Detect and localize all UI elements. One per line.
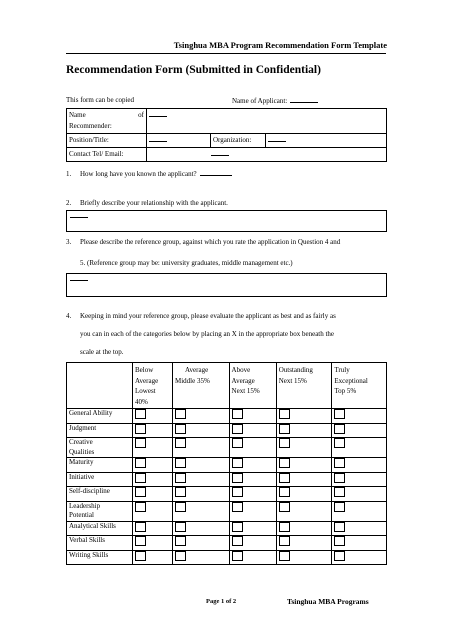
- rating-checkbox[interactable]: [279, 536, 290, 546]
- rating-cell: [173, 423, 230, 438]
- rating-column-label: Top 5%: [334, 387, 357, 395]
- rating-row: [67, 550, 387, 565]
- rating-row-label-line: Creative: [69, 438, 93, 446]
- rating-row: [67, 521, 387, 536]
- rating-cell: [133, 521, 173, 536]
- rating-column-header: [173, 363, 230, 409]
- question-2-answer-box[interactable]: [66, 210, 387, 232]
- rating-column-label: Next 15%: [231, 387, 260, 395]
- rating-checkbox[interactable]: [334, 536, 345, 546]
- rating-checkbox[interactable]: [175, 522, 186, 532]
- rating-checkbox[interactable]: [135, 458, 146, 468]
- rating-checkbox[interactable]: [135, 487, 146, 497]
- rating-cell: [229, 458, 276, 473]
- rating-checkbox[interactable]: [232, 409, 243, 419]
- question-4: [66, 308, 396, 360]
- rating-row: [67, 487, 387, 502]
- page-title: Recommendation Form (Submitted in Confidential): [66, 64, 321, 76]
- rating-row-label-line: General Ability: [69, 409, 113, 417]
- rating-checkbox[interactable]: [279, 438, 290, 448]
- rating-cell: [332, 501, 387, 521]
- rating-cell: [133, 536, 173, 551]
- question-text: Briefly describe your relationship with the applicant.: [80, 199, 228, 207]
- rating-cell: [173, 550, 230, 565]
- rating-cell: [173, 472, 230, 487]
- contact-input[interactable]: [147, 148, 387, 162]
- rating-checkbox[interactable]: [279, 522, 290, 532]
- rating-cell: [229, 521, 276, 536]
- rating-row-label-line: Writing Skills: [69, 550, 109, 559]
- rating-checkbox[interactable]: [175, 409, 186, 419]
- rating-checkbox[interactable]: [334, 409, 345, 419]
- question-2: [66, 195, 396, 211]
- rating-row-label-line: Verbal Skills: [69, 536, 105, 544]
- position-label: Position/Title:: [67, 134, 147, 148]
- copy-note: This form can be copied: [66, 96, 135, 104]
- question-3-answer-box[interactable]: [66, 273, 387, 297]
- rating-cell: [332, 409, 387, 424]
- rating-cell: [276, 487, 332, 502]
- rating-checkbox[interactable]: [279, 424, 290, 434]
- recommender-name-label-cell: [67, 109, 147, 134]
- rating-column-label: Truly: [334, 366, 350, 374]
- organization-label: Organization:: [211, 134, 266, 148]
- rating-row: [67, 458, 387, 473]
- rating-row-label: [67, 438, 133, 458]
- rating-cell: [276, 438, 332, 458]
- rating-column-label: Above: [231, 366, 251, 374]
- rating-checkbox[interactable]: [334, 438, 345, 448]
- position-input[interactable]: [147, 134, 211, 148]
- rating-checkbox[interactable]: [175, 458, 186, 468]
- question-3: [66, 234, 396, 271]
- rating-column-label: 40%: [135, 397, 148, 406]
- rating-row-label-line: Maturity: [69, 458, 94, 466]
- footer-org: Tsinghua MBA Programs: [287, 597, 369, 606]
- rating-cell: [229, 423, 276, 438]
- question-text: Keeping in mind your reference group, please evaluate the applicant as best and as fairly as: [80, 312, 336, 320]
- rating-checkbox[interactable]: [232, 502, 243, 512]
- rating-cell: [133, 438, 173, 458]
- recommender-name-blank[interactable]: [149, 110, 167, 117]
- applicant-name-field[interactable]: [232, 96, 318, 105]
- answer-line: [70, 217, 88, 218]
- rating-checkbox[interactable]: [175, 424, 186, 434]
- rating-cell: [133, 423, 173, 438]
- rating-checkbox[interactable]: [135, 424, 146, 434]
- rating-cell: [229, 487, 276, 502]
- rating-checkbox[interactable]: [232, 473, 243, 483]
- rating-cell: [276, 458, 332, 473]
- rating-cell: [173, 521, 230, 536]
- rating-column-label: Below: [135, 366, 154, 374]
- rating-row: [67, 536, 387, 551]
- question-1: [66, 166, 396, 182]
- rating-column-label: Average: [185, 366, 209, 374]
- rating-header-blank: [67, 363, 133, 409]
- question-text: Please describe the reference group, against which you rate the application in Question 4 and: [80, 238, 341, 246]
- rating-row-label: [67, 423, 133, 438]
- question-number: 2.: [66, 199, 72, 207]
- rating-cell: [332, 521, 387, 536]
- rating-checkbox[interactable]: [135, 522, 146, 532]
- rating-row-label: [67, 409, 133, 424]
- rating-checkbox[interactable]: [279, 502, 290, 512]
- question-text-continued: scale at the top.: [80, 348, 124, 356]
- rating-column-label: Average: [135, 376, 159, 385]
- applicant-name-label: Name of Applicant:: [232, 97, 288, 105]
- contact-blank[interactable]: [211, 149, 229, 156]
- rating-row: [67, 472, 387, 487]
- rating-cell: [276, 536, 332, 551]
- rating-checkbox[interactable]: [175, 502, 186, 512]
- rating-cell: [229, 550, 276, 565]
- rating-checkbox[interactable]: [279, 487, 290, 497]
- rating-checkbox[interactable]: [175, 536, 186, 546]
- rating-row-label: [67, 487, 133, 502]
- rating-row-label-line: Qualities: [69, 447, 95, 456]
- rating-row: [67, 423, 387, 438]
- question-text-continued: you can in each of the categories below by placing an X in the appropriate box beneath the: [80, 330, 335, 338]
- rating-cell: [332, 487, 387, 502]
- rating-checkbox[interactable]: [232, 487, 243, 497]
- rating-cell: [173, 409, 230, 424]
- rating-row: [67, 438, 387, 458]
- rating-row-label-line: Leadership: [69, 501, 101, 510]
- rating-cell: [332, 438, 387, 458]
- rating-checkbox[interactable]: [135, 551, 146, 561]
- question-number: 3.: [66, 238, 72, 246]
- rating-cell: [229, 409, 276, 424]
- organization-input[interactable]: [266, 134, 387, 148]
- contact-label: Contact Tel/ Email:: [67, 148, 147, 162]
- rating-row-label-line: Analytical Skills: [69, 521, 116, 530]
- rating-checkbox[interactable]: [334, 473, 345, 483]
- rating-column-header: [133, 363, 173, 409]
- rating-cell: [229, 536, 276, 551]
- rating-cell: [229, 501, 276, 521]
- question-text: How long have you known the applicant?: [80, 170, 197, 178]
- rating-cell: [133, 487, 173, 502]
- rating-checkbox[interactable]: [175, 438, 186, 448]
- rating-row: [67, 501, 387, 521]
- rating-cell: [276, 550, 332, 565]
- rating-column-label: Outstanding: [278, 366, 313, 374]
- applicant-name-blank[interactable]: [290, 96, 318, 103]
- rating-cell: [173, 438, 230, 458]
- of-label: of: [138, 111, 144, 119]
- rating-column-label: Middle 35%: [175, 376, 210, 385]
- rating-column-label: Exceptional: [334, 376, 368, 385]
- rating-row-label: [67, 472, 133, 487]
- rating-column-header: [229, 363, 276, 409]
- rating-checkbox[interactable]: [232, 551, 243, 561]
- rating-row-label-line: Initiative: [69, 472, 95, 481]
- recommender-label: Recommender:: [69, 122, 112, 130]
- question-number: 4.: [66, 312, 72, 320]
- rating-checkbox[interactable]: [135, 502, 146, 512]
- rating-row-label-line: Potential: [69, 511, 94, 519]
- rating-checkbox[interactable]: [135, 473, 146, 483]
- rating-cell: [332, 472, 387, 487]
- rating-checkbox[interactable]: [175, 473, 186, 483]
- rating-checkbox[interactable]: [232, 522, 243, 532]
- header-title: Tsinghua MBA Program Recommendation Form Template: [173, 40, 387, 50]
- rating-cell: [276, 472, 332, 487]
- rating-row-label: [67, 550, 133, 565]
- rating-cell: [332, 423, 387, 438]
- page-number: Page 1 of 2: [206, 598, 237, 605]
- recommender-name-input[interactable]: [147, 109, 387, 134]
- rating-cell: [133, 501, 173, 521]
- question-1-blank[interactable]: [200, 169, 232, 176]
- rating-column-header: [276, 363, 332, 409]
- rating-checkbox[interactable]: [232, 458, 243, 468]
- rating-checkbox[interactable]: [232, 536, 243, 546]
- rating-column-label: Lowest: [135, 387, 156, 395]
- rating-cell: [133, 472, 173, 487]
- organization-blank[interactable]: [268, 135, 286, 142]
- rating-cell: [332, 550, 387, 565]
- rating-row-label: [67, 458, 133, 473]
- rating-checkbox[interactable]: [175, 487, 186, 497]
- rating-row-label: [67, 501, 133, 521]
- rating-checkbox[interactable]: [334, 502, 345, 512]
- rating-cell: [133, 409, 173, 424]
- rating-cell: [173, 536, 230, 551]
- rating-row-label: [67, 536, 133, 551]
- rating-checkbox[interactable]: [175, 551, 186, 561]
- rating-checkbox[interactable]: [279, 473, 290, 483]
- rating-column-label: Next 15%: [278, 376, 307, 385]
- rating-checkbox[interactable]: [135, 438, 146, 448]
- rating-checkbox[interactable]: [334, 424, 345, 434]
- rating-cell: [229, 438, 276, 458]
- recommender-info-table: [66, 108, 387, 162]
- rating-checkbox[interactable]: [135, 409, 146, 419]
- rating-row-label-line: Self-discipline: [69, 487, 110, 495]
- rating-checkbox[interactable]: [232, 438, 243, 448]
- rating-cell: [276, 521, 332, 536]
- rating-checkbox[interactable]: [334, 551, 345, 561]
- rating-checkbox[interactable]: [334, 458, 345, 468]
- rating-cell: [276, 423, 332, 438]
- rating-cell: [133, 550, 173, 565]
- question-text-continued: 5. (Reference group may be: university graduates, middle management etc.): [80, 259, 293, 267]
- rating-checkbox[interactable]: [334, 487, 345, 497]
- rating-checkbox[interactable]: [334, 522, 345, 532]
- rating-cell: [332, 536, 387, 551]
- rating-cell: [173, 501, 230, 521]
- rating-checkbox[interactable]: [279, 409, 290, 419]
- rating-cell: [332, 458, 387, 473]
- rating-row-label: [67, 521, 133, 536]
- answer-line: [70, 280, 88, 281]
- rating-cell: [173, 458, 230, 473]
- rating-checkbox[interactable]: [279, 458, 290, 468]
- rating-row: [67, 409, 387, 424]
- rating-cell: [229, 472, 276, 487]
- rating-cell: [276, 409, 332, 424]
- rating-column-header: [332, 363, 387, 409]
- rating-column-label: Average: [231, 376, 255, 385]
- rating-checkbox[interactable]: [232, 424, 243, 434]
- rating-row-label-line: Judgment: [69, 423, 97, 432]
- rating-cell: [173, 487, 230, 502]
- rating-cell: [133, 458, 173, 473]
- rating-table: [66, 362, 387, 565]
- header-rule: [66, 53, 386, 54]
- rating-checkbox[interactable]: [135, 536, 146, 546]
- rating-checkbox[interactable]: [279, 551, 290, 561]
- position-blank[interactable]: [149, 135, 167, 142]
- question-number: 1.: [66, 170, 72, 178]
- rating-cell: [276, 501, 332, 521]
- name-label: Name: [69, 111, 86, 119]
